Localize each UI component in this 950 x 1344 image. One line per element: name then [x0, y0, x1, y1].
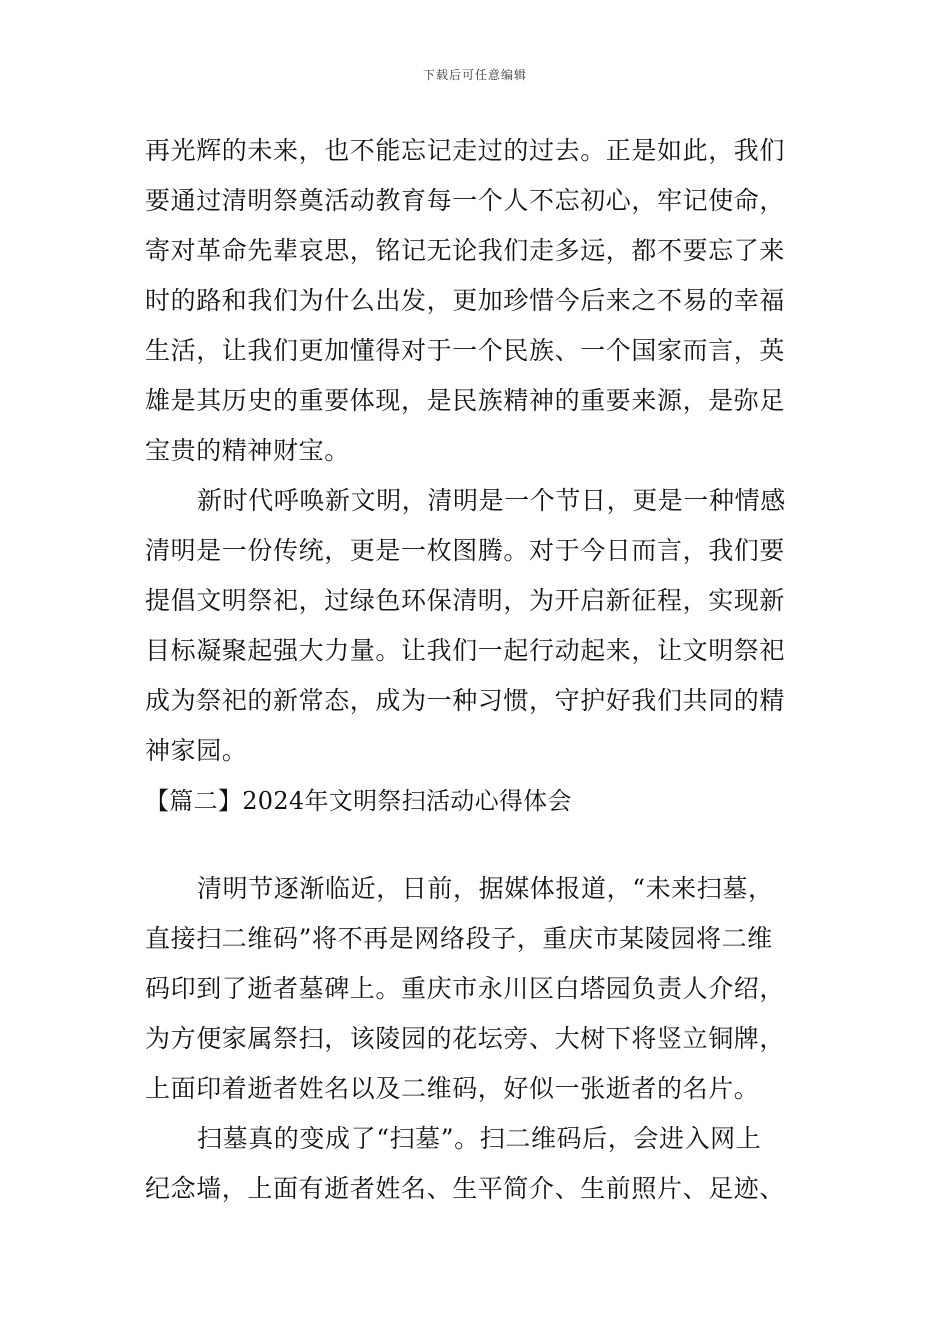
text-line: 再光辉的未来，也不能忘记走过的过去。正是如此，我们: [145, 136, 786, 165]
text-line: 提倡文明祭祀，过绿色环保清明，为开启新征程，实现新: [145, 586, 786, 615]
text-line: 纪念墙，上面有逝者姓名、生平简介、生前照片、足迹、: [145, 1174, 786, 1203]
text-line: 时的路和我们为什么出发，更加珍惜今后来之不易的幸福: [145, 286, 786, 315]
paragraph-4: [145, 1114, 807, 1214]
text-line: 生活，让我们更加懂得对于一个民族、一个国家而言，英: [145, 336, 786, 365]
text-line: 上面印着逝者姓名以及二维码，好似一张逝者的名片。: [145, 1074, 760, 1103]
text-line: 雄是其历史的重要体现，是民族精神的重要来源，是弥足: [145, 386, 786, 415]
text-line: 成为祭祀的新常态，成为一种习惯，守护好我们共同的精: [145, 686, 786, 715]
text-line: 宝贵的精神财宝。: [145, 436, 350, 465]
text-line: 神家园。: [145, 736, 248, 765]
text-line: 清明节逐渐临近，日前，据媒体报道，“未来扫墓，: [197, 874, 774, 903]
paragraph-2: [145, 476, 807, 776]
document-body: [145, 126, 807, 1214]
text-line: 寄对革命先辈哀思，铭记无论我们走多远，都不要忘了来: [145, 236, 786, 265]
paragraph-3: [145, 864, 807, 1114]
section-heading: 【篇二】2024年文明祭扫活动心得体会: [145, 787, 572, 815]
text-line: 直接扫二维码”将不再是网络段子，重庆市某陵园将二维: [145, 924, 773, 953]
text-line: 扫墓真的变成了“扫墓”。扫二维码后，会进入网上: [197, 1124, 762, 1153]
text-line: 为方便家属祭扫，该陵园的花坛旁、大树下将竖立铜牌，: [145, 1024, 786, 1053]
text-line: 新时代呼唤新文明，清明是一个节日，更是一种情感: [197, 486, 786, 515]
text-line: 清明是一份传统，更是一枚图腾。对于今日而言，我们要: [145, 536, 786, 565]
spacer: [145, 826, 807, 864]
page-header-note: 下载后可任意编辑: [422, 68, 527, 82]
paragraph-1: [145, 126, 807, 476]
text-line: 目标凝聚起强大力量。让我们一起行动起来，让文明祭祀: [145, 636, 786, 665]
text-line: 要通过清明祭奠活动教育每一个人不忘初心，牢记使命，: [145, 186, 786, 215]
text-line: 码印到了逝者墓碑上。重庆市永川区白塔园负责人介绍，: [145, 974, 786, 1003]
